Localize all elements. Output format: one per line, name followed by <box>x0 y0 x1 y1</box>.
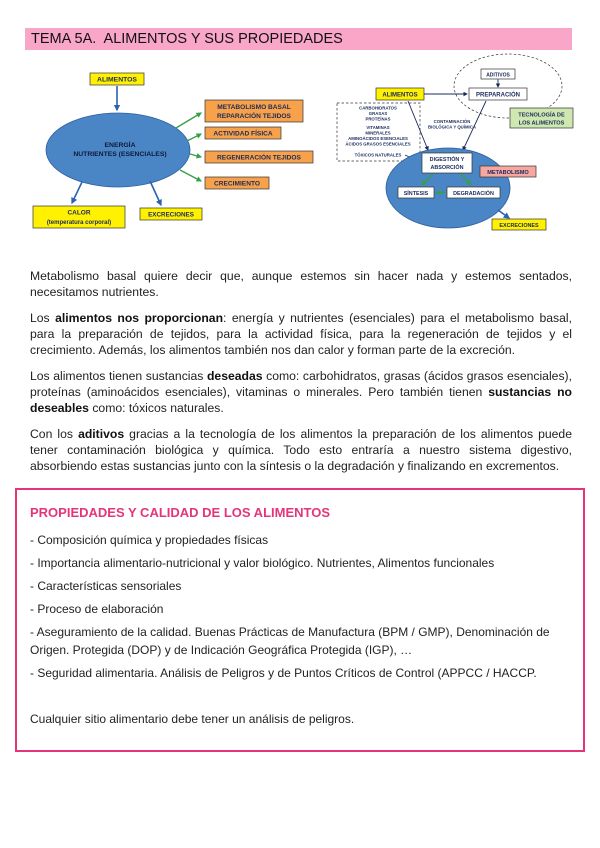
paragraph-bold: deseadas <box>206 369 263 383</box>
paragraph-bold: sustancias no deseables <box>30 385 572 415</box>
header-bar <box>25 28 572 50</box>
metabolism-label: METABOLISMO <box>487 169 529 176</box>
substance-carbohydrates: CARBOHIDRATOS <box>359 105 397 111</box>
list-item: - Seguridad alimentaria. Análisis de Peligros y de Puntos Críticos de Control (APPCC / HACCP. <box>30 666 537 680</box>
quality-note: Cualquier sitio alimentario debe tener un análisis de peligros. <box>30 712 355 726</box>
natural-toxins-label: TÓXICOS NATURALES <box>354 152 402 158</box>
preparation-label: PREPARACIÓN <box>476 92 520 99</box>
physical-activity-label: ACTIVIDAD FÍSICA <box>213 130 273 138</box>
arrow-to-growth <box>180 170 201 181</box>
diagram-left <box>33 73 313 228</box>
contamination-label-1: CONTAMINACIÓN <box>433 119 471 124</box>
arrow-to-basal-metabolism <box>176 113 201 128</box>
quality-title: PROPIEDADES Y CALIDAD DE LOS ALIMENTOS <box>30 505 331 520</box>
paragraph-basal-metabolism <box>30 268 572 300</box>
growth-label: CRECIMIENTO <box>213 180 261 188</box>
paragraph-bold: alimentos nos proporcionan <box>55 311 224 325</box>
synthesis-label: SÍNTESIS <box>403 190 429 197</box>
substance-essential-amino-acids: AMINOÁCIDOS ESENCIALES <box>348 136 408 141</box>
paragraph-text: Metabolismo basal quiere decir que, aunque estemos sin hacer nada y estemos sentados, necesitamos nutrientes. <box>30 269 572 299</box>
substance-proteins: PROTEÍNAS <box>365 116 391 122</box>
energy-label: ENERGÍA <box>104 142 136 149</box>
substance-vitamins: VITAMINAS <box>366 125 390 130</box>
paragraph-text: Los <box>30 311 56 325</box>
substance-fats: GRASAS <box>368 111 388 116</box>
food-technology-label-1: TECNOLOGÍA DE <box>518 112 565 119</box>
alimentos-label: ALIMENTOS <box>97 76 137 84</box>
quality-box <box>15 488 585 752</box>
arrow-to-excretions-left <box>150 181 161 205</box>
foods-label: ALIMENTOS <box>382 92 418 99</box>
paragraph-text: Los alimentos tienen sustancias <box>30 369 207 383</box>
energy-nutrients-ellipse <box>46 113 190 187</box>
degradation-label: DEGRADACIÓN <box>453 190 494 197</box>
arrow-foods-to-digestion <box>408 101 428 150</box>
paragraph-text: Con los <box>30 427 79 441</box>
nutrients-label: NUTRIENTES (ESENCIALES) <box>73 151 167 158</box>
arrow-to-excretions-right <box>498 210 509 218</box>
body-temperature-label: (temperatura corporal) <box>46 220 112 226</box>
diagram-right <box>337 54 573 230</box>
paragraph-text: gracias a la tecnología de los alimentos la preparación de los alimentos puede tener contaminación biológica y química. Todo esto entraría a nuestro sistema digestivo, absorbiendo estas sustancias junto con la síntesis o la degradación y finalizando en excrementos. <box>30 427 572 473</box>
arrow-to-heat <box>72 182 82 203</box>
list-item: - Importancia alimentario-nutricional y valor biológico. Nutrientes, Alimentos funcionales <box>30 556 495 570</box>
paragraph-food-provides <box>30 310 572 358</box>
list-item: - Composición química y propiedades físicas <box>30 533 269 547</box>
tissue-repair-label: REPARACIÓN TEJIDOS <box>217 113 291 120</box>
heat-label: CALOR <box>67 209 91 217</box>
excretions-label-left: EXCRECIONES <box>148 211 194 219</box>
paragraph-bold: aditivos <box>78 427 125 441</box>
arrow-to-tissue-regeneration <box>190 154 201 157</box>
basal-metabolism-label: METABOLISMO BASAL <box>217 104 291 111</box>
page-title: TEMA 5A. ALIMENTOS Y SUS PROPIEDADES <box>31 31 343 47</box>
content <box>0 268 600 752</box>
contamination-label-2: BIOLÓGICA Y QUÍMICA <box>428 124 476 130</box>
arrow-to-physical-activity <box>187 134 201 141</box>
paragraph-text: como: carbohidratos, grasas (ácidos grasos esenciales), proteínas (aminoácidos esenciales), vitaminas o minerales. Pero también tienen <box>30 369 572 399</box>
list-item: - Aseguramiento de la calidad. Buenas Prácticas de Manufactura (BPM / GMP), Denominación de Origen. Protegida (DOP) y de Indicación Geográfica Protegida (IGP), … <box>30 625 550 657</box>
paragraph-text: : energía y nutrientes (esenciales) para el metabolismo basal, para la preparación de tejidos, para la actividad física, para la regeneración de tejidos y el crecimiento. Además, los alimentos también nos dan calor y forman parte de la excreción. <box>30 311 572 357</box>
paragraph-additives <box>30 426 572 474</box>
list-item: - Proceso de elaboración <box>30 602 164 616</box>
additives-label: ADITIVOS <box>486 72 510 79</box>
paragraph-text: como: tóxicos naturales. <box>88 401 224 415</box>
digestion-label: DIGESTIÓN Y <box>429 157 465 164</box>
paragraph-substances <box>30 368 572 416</box>
absorption-label: ABSORCIÓN <box>430 165 464 172</box>
excretions-label-right: EXCRECIONES <box>499 222 539 229</box>
substance-essential-fatty-acids: ÁCIDOS GRASOS ESENCIALES <box>345 141 411 147</box>
tissue-regeneration-label: REGENERACIÓN TEJIDOS <box>217 154 301 162</box>
substance-minerals: MINERALES <box>365 130 391 136</box>
list-item: - Características sensoriales <box>30 579 182 593</box>
diagrams <box>0 52 600 242</box>
food-technology-label-2: LOS ALIMENTOS <box>518 120 565 127</box>
